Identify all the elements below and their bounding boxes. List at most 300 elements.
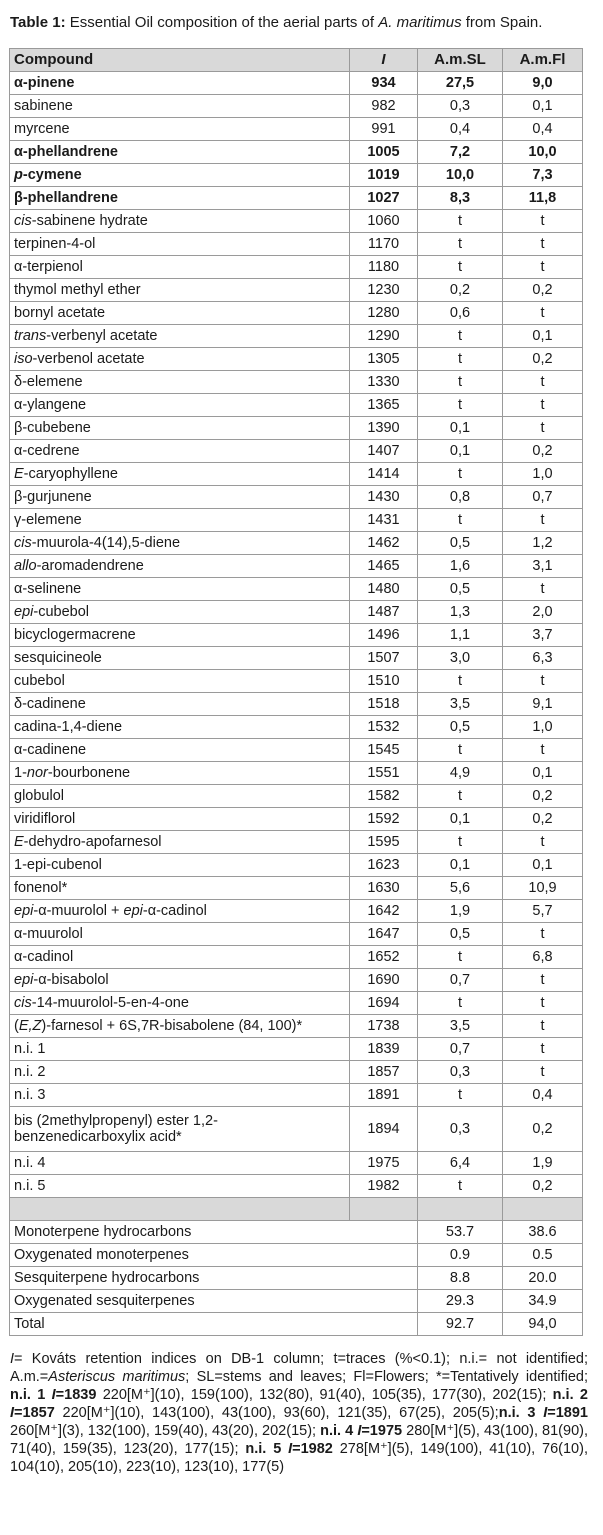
compound-cell: [10, 693, 350, 716]
summary-stems-leaves: 8.8: [418, 1267, 503, 1290]
footnote-segment: =1982: [292, 1441, 333, 1457]
compound-cell: [10, 1175, 350, 1198]
compound-cell: [10, 601, 350, 624]
table-row: [10, 992, 583, 1015]
flowers-cell: 10,0: [503, 141, 583, 164]
compound-name-part: α-pinene: [14, 75, 75, 91]
summary-stems-leaves: 92.7: [418, 1313, 503, 1336]
compound-cell: [10, 509, 350, 532]
footnote-segment-text: I: [543, 1405, 548, 1421]
stems-leaves-cell: 27,5: [418, 72, 503, 95]
compound-name-part: -verbenyl acetate: [46, 328, 158, 344]
summary-row: [10, 1244, 583, 1267]
table-footnote: [10, 1350, 588, 1476]
retention-index-cell: 1019: [350, 164, 418, 187]
stems-leaves-cell: t: [418, 210, 503, 233]
flowers-cell: 0,1: [503, 325, 583, 348]
compound-cell: [10, 923, 350, 946]
compound-cell: [10, 808, 350, 831]
flowers-cell: 9,1: [503, 693, 583, 716]
stems-leaves-cell: t: [418, 1084, 503, 1107]
stems-leaves-cell: 3,5: [418, 1015, 503, 1038]
flowers-cell: 9,0: [503, 72, 583, 95]
compound-name-part: -caryophyllene: [23, 466, 118, 482]
table-row: [10, 1038, 583, 1061]
footnote-segment-text: I: [357, 1423, 362, 1439]
flowers-cell: 1,9: [503, 1152, 583, 1175]
compound-cell: [10, 578, 350, 601]
header-compound: Compound: [10, 49, 350, 72]
caption-label: Table 1:: [10, 14, 66, 31]
footnote-segment: n.i. 3: [498, 1405, 544, 1421]
compound-cell: [10, 486, 350, 509]
compound-name-part: allo: [14, 558, 37, 574]
stems-leaves-cell: 7,2: [418, 141, 503, 164]
stems-leaves-cell: t: [418, 371, 503, 394]
flowers-cell: 1,0: [503, 463, 583, 486]
compound-name-part: epi: [14, 972, 34, 988]
table-row: [10, 555, 583, 578]
summary-flowers: 94,0: [503, 1313, 583, 1336]
stems-leaves-cell: 0,4: [418, 118, 503, 141]
retention-index-cell: 1647: [350, 923, 418, 946]
table-row: [10, 1107, 583, 1152]
retention-index-cell: 1496: [350, 624, 418, 647]
compound-cell: [10, 716, 350, 739]
compound-name-part: epi: [14, 604, 34, 620]
compound-name-part: δ-cadinene: [14, 696, 86, 712]
stems-leaves-cell: t: [418, 256, 503, 279]
compound-cell: [10, 371, 350, 394]
retention-index-cell: 1518: [350, 693, 418, 716]
flowers-cell: t: [503, 417, 583, 440]
stems-leaves-cell: t: [418, 946, 503, 969]
footnote-segment-text: I: [51, 1387, 56, 1403]
flowers-cell: 0,2: [503, 1175, 583, 1198]
compound-cell: [10, 164, 350, 187]
table-row: [10, 371, 583, 394]
retention-index-cell: 1592: [350, 808, 418, 831]
table-row: [10, 762, 583, 785]
footnote-segment: =1975: [361, 1423, 403, 1439]
retention-index-cell: 1280: [350, 302, 418, 325]
compound-name-part: n.i. 2: [14, 1064, 46, 1080]
table-row: [10, 1175, 583, 1198]
compound-cell: [10, 854, 350, 877]
retention-index-cell: 1170: [350, 233, 418, 256]
compound-name-part: cis: [14, 213, 32, 229]
compound-cell: [10, 1084, 350, 1107]
retention-index-cell: 1891: [350, 1084, 418, 1107]
compound-name-part: -cymene: [22, 167, 82, 183]
flowers-cell: 0,2: [503, 348, 583, 371]
retention-index-cell: 1690: [350, 969, 418, 992]
compound-name-part: -α-cadinol: [142, 903, 207, 919]
flowers-cell: t: [503, 1061, 583, 1084]
compound-name-part: cadina-1,4-diene: [14, 719, 123, 735]
compound-cell: [10, 762, 350, 785]
compound-cell: [10, 325, 350, 348]
compound-name-part: δ-elemene: [14, 374, 83, 390]
compound-name-part: α-selinene: [14, 581, 82, 597]
compound-name-part: 1-epi-cubenol: [14, 857, 102, 873]
stems-leaves-cell: 1,6: [418, 555, 503, 578]
retention-index-cell: 1487: [350, 601, 418, 624]
stems-leaves-cell: 0,2: [418, 279, 503, 302]
table-row: [10, 532, 583, 555]
stems-leaves-cell: 3,5: [418, 693, 503, 716]
header-flowers: A.m.Fl: [503, 49, 583, 72]
retention-index-cell: 1623: [350, 854, 418, 877]
compound-name-part: E: [14, 834, 24, 850]
compound-cell: [10, 647, 350, 670]
summary-row: [10, 1313, 583, 1336]
compound-name-part: β-phellandrene: [14, 190, 118, 206]
flowers-cell: 3,1: [503, 555, 583, 578]
retention-index-cell: 1390: [350, 417, 418, 440]
table-row: [10, 578, 583, 601]
footnote-segment: ; SL=stems and leaves; Fl=Flowers; *=Tentatively identified;: [185, 1369, 588, 1385]
table-row: [10, 164, 583, 187]
flowers-cell: 0,1: [503, 854, 583, 877]
compound-cell: [10, 992, 350, 1015]
stems-leaves-cell: 0,7: [418, 1038, 503, 1061]
compound-cell: [10, 969, 350, 992]
flowers-cell: 10,9: [503, 877, 583, 900]
summary-row: [10, 1290, 583, 1313]
compound-name-part: β-cubebene: [14, 420, 91, 436]
stems-leaves-cell: 0,7: [418, 969, 503, 992]
table-row: [10, 440, 583, 463]
compound-name-part: -α-bisabolol: [33, 972, 109, 988]
compound-cell: [10, 279, 350, 302]
retention-index-cell: 1005: [350, 141, 418, 164]
compound-cell: [10, 302, 350, 325]
separator-cell: [503, 1198, 583, 1221]
flowers-cell: 6,3: [503, 647, 583, 670]
compound-name-part: epi: [123, 903, 143, 919]
stems-leaves-cell: t: [418, 233, 503, 256]
caption-text-after: from Spain.: [461, 14, 543, 31]
compound-name-part: cis: [14, 995, 32, 1011]
flowers-cell: t: [503, 1015, 583, 1038]
footnote-segment: 220[M⁺](10), 143(100), 43(100), 93(60), 121(35), 67(25), 205(5);: [54, 1405, 499, 1421]
flowers-cell: t: [503, 394, 583, 417]
retention-index-cell: 1857: [350, 1061, 418, 1084]
table-row: [10, 647, 583, 670]
stems-leaves-cell: t: [418, 348, 503, 371]
separator-cell: [350, 1198, 418, 1221]
retention-index-cell: 1414: [350, 463, 418, 486]
compound-cell: [10, 555, 350, 578]
table-row: [10, 118, 583, 141]
compound-name-part: n.i. 1: [14, 1041, 46, 1057]
compound-name-part: p: [14, 167, 23, 183]
stems-leaves-cell: 5,6: [418, 877, 503, 900]
retention-index-cell: 1545: [350, 739, 418, 762]
stems-leaves-cell: 0,3: [418, 1061, 503, 1084]
compound-name-part: bicyclogermacrene: [14, 627, 136, 643]
flowers-cell: 0,2: [503, 785, 583, 808]
compound-name-part: -α-muurolol +: [33, 903, 124, 919]
flowers-cell: 0,4: [503, 118, 583, 141]
summary-flowers: 0.5: [503, 1244, 583, 1267]
table-row: [10, 509, 583, 532]
header-retention-index: [350, 49, 418, 72]
flowers-cell: 6,8: [503, 946, 583, 969]
summary-flowers: 34.9: [503, 1290, 583, 1313]
stems-leaves-cell: 8,3: [418, 187, 503, 210]
table-row: [10, 877, 583, 900]
flowers-cell: 11,8: [503, 187, 583, 210]
stems-leaves-cell: 0,1: [418, 808, 503, 831]
compound-cell: [10, 210, 350, 233]
table-row: [10, 233, 583, 256]
summary-label: Oxygenated monoterpenes: [10, 1244, 418, 1267]
separator-cell: [418, 1198, 503, 1221]
summary-row: [10, 1221, 583, 1244]
flowers-cell: 0,7: [503, 486, 583, 509]
retention-index-cell: 1230: [350, 279, 418, 302]
stems-leaves-cell: 1,3: [418, 601, 503, 624]
compound-name-part: α-terpienol: [14, 259, 83, 275]
retention-index-cell: 1982: [350, 1175, 418, 1198]
summary-flowers: 38.6: [503, 1221, 583, 1244]
table-row: [10, 831, 583, 854]
flowers-cell: 0,2: [503, 808, 583, 831]
compound-name-part: β-gurjunene: [14, 489, 92, 505]
stems-leaves-cell: 4,9: [418, 762, 503, 785]
summary-stems-leaves: 53.7: [418, 1221, 503, 1244]
compound-name-part: bornyl acetate: [14, 305, 106, 321]
table-row: [10, 739, 583, 762]
table-row: [10, 256, 583, 279]
compound-name-part: -muurola-4(14),5-diene: [31, 535, 181, 551]
compound-name-part: iso: [14, 351, 33, 367]
table-row: [10, 95, 583, 118]
table-row: [10, 463, 583, 486]
retention-index-cell: 1582: [350, 785, 418, 808]
flowers-cell: 0,2: [503, 1107, 583, 1152]
compound-name-part: nor: [26, 765, 48, 781]
summary-label: Oxygenated sesquiterpenes: [10, 1290, 418, 1313]
stems-leaves-cell: t: [418, 785, 503, 808]
stems-leaves-cell: 1,1: [418, 624, 503, 647]
table-row: [10, 1015, 583, 1038]
flowers-cell: 1,2: [503, 532, 583, 555]
summary-flowers: 20.0: [503, 1267, 583, 1290]
retention-index-cell: 1532: [350, 716, 418, 739]
stems-leaves-cell: t: [418, 394, 503, 417]
flowers-cell: t: [503, 302, 583, 325]
table-row: [10, 785, 583, 808]
header-retention-index-label: I: [381, 51, 386, 68]
retention-index-cell: 1431: [350, 509, 418, 532]
compound-name-part: n.i. 5: [14, 1178, 46, 1194]
flowers-cell: 0,1: [503, 762, 583, 785]
retention-index-cell: 934: [350, 72, 418, 95]
compound-cell: [10, 946, 350, 969]
footnote-segment: n.i. 4: [320, 1423, 358, 1439]
compound-cell: [10, 348, 350, 371]
compound-name-part: γ-elemene: [14, 512, 82, 528]
compound-name-part: trans: [14, 328, 47, 344]
retention-index-cell: 1839: [350, 1038, 418, 1061]
flowers-cell: t: [503, 831, 583, 854]
compound-name-part: sabinene: [14, 98, 73, 114]
compound-name-part: E,Z: [18, 1018, 42, 1034]
compound-name-part: epi: [14, 903, 34, 919]
compound-name-part: globulol: [14, 788, 64, 804]
table-row: [10, 693, 583, 716]
retention-index-cell: 1894: [350, 1107, 418, 1152]
composition-table: [9, 48, 583, 1336]
table-row: [10, 1152, 583, 1175]
flowers-cell: 7,3: [503, 164, 583, 187]
stems-leaves-cell: 0,5: [418, 923, 503, 946]
compound-name-part: terpinen-4-ol: [14, 236, 96, 252]
stems-leaves-cell: 3,0: [418, 647, 503, 670]
compound-cell: [10, 1061, 350, 1084]
compound-cell: [10, 624, 350, 647]
compound-name-part: α-cadinene: [14, 742, 87, 758]
table-row: [10, 302, 583, 325]
compound-cell: [10, 233, 350, 256]
compound-name-part: -cubebol: [33, 604, 89, 620]
stems-leaves-cell: 0,5: [418, 716, 503, 739]
compound-cell: [10, 785, 350, 808]
compound-name-part: -sabinene hydrate: [31, 213, 148, 229]
compound-name-part: cis: [14, 535, 32, 551]
footnote-segment: =1839: [55, 1387, 97, 1403]
flowers-cell: 1,0: [503, 716, 583, 739]
footnote-segment: =1857: [14, 1405, 55, 1421]
compound-cell: [10, 72, 350, 95]
table-header-row: [10, 49, 583, 72]
retention-index-cell: 1551: [350, 762, 418, 785]
caption-text-before: Essential Oil composition of the aerial parts of: [65, 14, 379, 31]
compound-cell: [10, 1015, 350, 1038]
compound-name-part: viridiflorol: [14, 811, 76, 827]
compound-name-part: α-ylangene: [14, 397, 87, 413]
retention-index-cell: 1652: [350, 946, 418, 969]
compound-name-part: α-muurolol: [14, 926, 83, 942]
compound-cell: [10, 256, 350, 279]
compound-name-part: α-phellandrene: [14, 144, 118, 160]
compound-name-part: 1-: [14, 765, 27, 781]
compound-cell: [10, 141, 350, 164]
flowers-cell: 0,4: [503, 1084, 583, 1107]
stems-leaves-cell: 0,3: [418, 95, 503, 118]
compound-name-part: fonenol*: [14, 880, 68, 896]
table-row: [10, 670, 583, 693]
footnote-segment: 220[M⁺](10), 159(100), 132(80), 91(40), 105(35), 177(30), 202(15);: [96, 1387, 553, 1403]
compound-name-part: -aromadendrene: [36, 558, 144, 574]
table-row: [10, 716, 583, 739]
compound-cell: [10, 739, 350, 762]
table-row: [10, 854, 583, 877]
compound-name-part: α-cadinol: [14, 949, 74, 965]
retention-index-cell: 1465: [350, 555, 418, 578]
stems-leaves-cell: 10,0: [418, 164, 503, 187]
table-row: [10, 1084, 583, 1107]
table-row: [10, 210, 583, 233]
compound-name-part: -bourbonene: [47, 765, 131, 781]
compound-cell: [10, 670, 350, 693]
footnote-segment: n.i. 1: [10, 1387, 52, 1403]
stems-leaves-cell: 0,8: [418, 486, 503, 509]
table-row: [10, 969, 583, 992]
compound-name-part: -14-muurolol-5-en-4-one: [31, 995, 189, 1011]
retention-index-cell: 1407: [350, 440, 418, 463]
retention-index-cell: 1180: [350, 256, 418, 279]
summary-label: Sesquiterpene hydrocarbons: [10, 1267, 418, 1290]
compound-cell: [10, 532, 350, 555]
retention-index-cell: 1642: [350, 900, 418, 923]
compound-name-part: n.i. 3: [14, 1087, 46, 1103]
flowers-cell: 0,2: [503, 440, 583, 463]
compound-cell: [10, 417, 350, 440]
footnote-segment: =1891: [547, 1405, 588, 1421]
stems-leaves-cell: 0,3: [418, 1107, 503, 1152]
compound-cell: [10, 95, 350, 118]
table-row: [10, 187, 583, 210]
table-row: [10, 72, 583, 95]
retention-index-cell: 1290: [350, 325, 418, 348]
stems-leaves-cell: t: [418, 463, 503, 486]
retention-index-cell: 1738: [350, 1015, 418, 1038]
table-row: [10, 624, 583, 647]
retention-index-cell: 1975: [350, 1152, 418, 1175]
compound-cell: [10, 118, 350, 141]
table-row: [10, 279, 583, 302]
retention-index-cell: 1330: [350, 371, 418, 394]
table-row: [10, 325, 583, 348]
compound-name-part: thymol methyl ether: [14, 282, 141, 298]
flowers-cell: t: [503, 371, 583, 394]
stems-leaves-cell: 0,5: [418, 578, 503, 601]
compound-name-part: cubebol: [14, 673, 65, 689]
table-caption: [10, 14, 595, 32]
footnote-segment: = Kováts retention indices on DB-1 column; t=traces (%<0.1); n.i.= not identified; A.m.=: [10, 1351, 588, 1385]
flowers-cell: 5,7: [503, 900, 583, 923]
retention-index-cell: 1027: [350, 187, 418, 210]
retention-index-cell: 1462: [350, 532, 418, 555]
table-row: [10, 141, 583, 164]
compound-cell: [10, 1152, 350, 1175]
flowers-cell: t: [503, 578, 583, 601]
flowers-cell: t: [503, 969, 583, 992]
retention-index-cell: 1365: [350, 394, 418, 417]
summary-row: [10, 1267, 583, 1290]
compound-cell: [10, 831, 350, 854]
stems-leaves-cell: 0,5: [418, 532, 503, 555]
footnote-segment-text: I: [288, 1441, 293, 1457]
flowers-cell: t: [503, 992, 583, 1015]
table-row: [10, 946, 583, 969]
retention-index-cell: 1430: [350, 486, 418, 509]
stems-leaves-cell: 0,6: [418, 302, 503, 325]
compound-name-part: bis (2methylpropenyl) ester 1,2-benzenedicarboxylix acid*: [14, 1113, 218, 1145]
flowers-cell: t: [503, 1038, 583, 1061]
flowers-cell: t: [503, 739, 583, 762]
compound-cell: [10, 1107, 350, 1152]
flowers-cell: t: [503, 670, 583, 693]
table-row: [10, 1061, 583, 1084]
footnote-segment: n.i. 5: [245, 1441, 289, 1457]
stems-leaves-cell: 0,1: [418, 417, 503, 440]
table-row: [10, 808, 583, 831]
